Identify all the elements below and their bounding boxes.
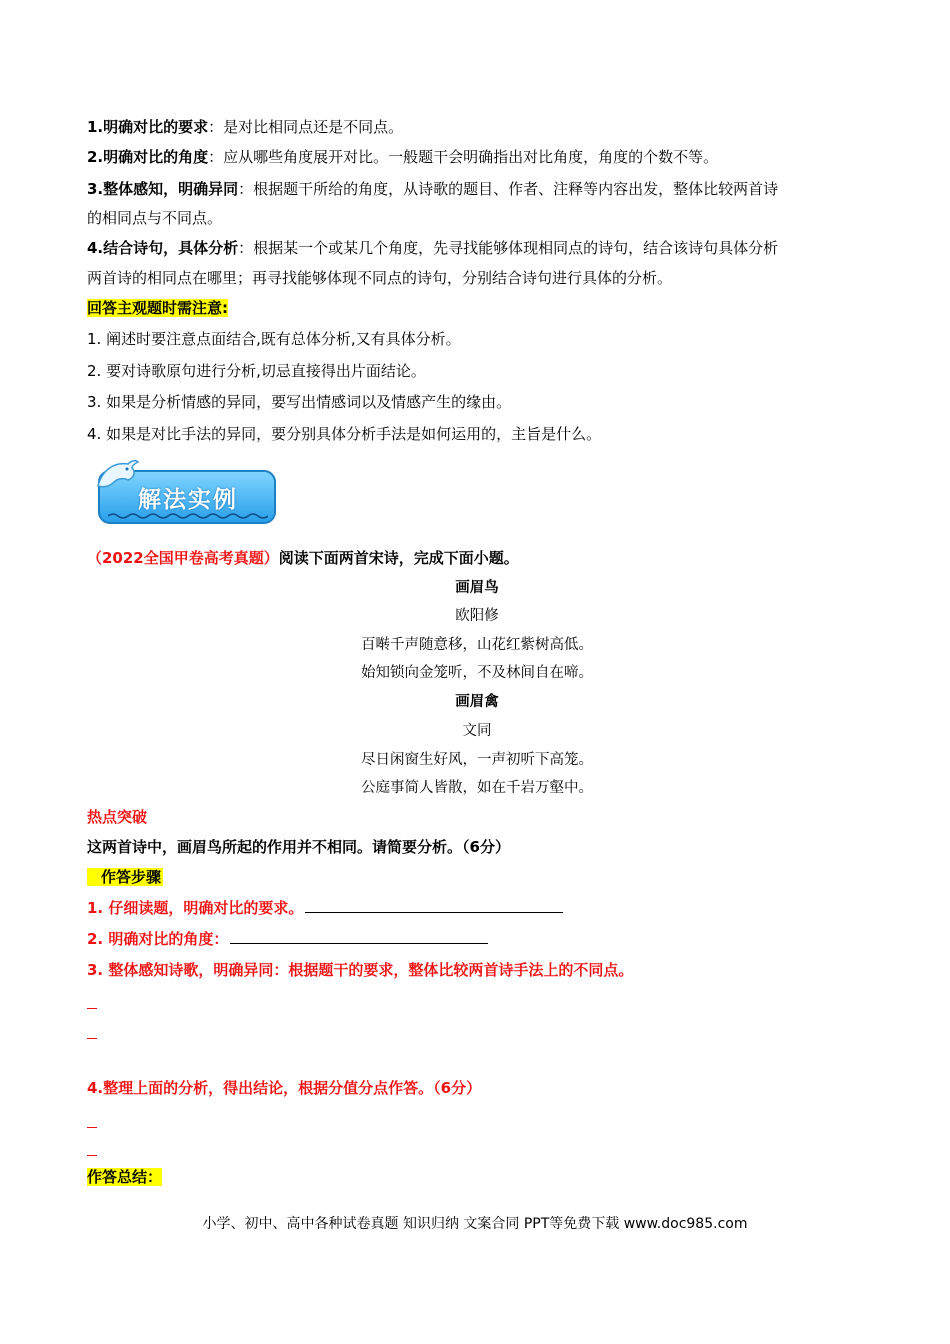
poem1-line-2: 始知锁向金笼听，不及林间自在啼。 [361, 665, 593, 681]
poem1-author: 欧阳修 [455, 608, 499, 624]
steps-heading: 作答步骤 [87, 867, 867, 887]
intro-item-4: 4.结合诗句，具体分析：根据某一个或某几个角度，先寻找能够体现相同点的诗句，结合该诗句具体分析 [87, 239, 779, 257]
question-text: 这两首诗中，画眉鸟所起的作用并不相同。请简要分析。（6分） [87, 838, 510, 856]
intro-item-3-cont: 的相同点与不同点。 [87, 209, 223, 227]
answer-blank-1 [87, 1008, 97, 1009]
poem2-line-2: 公庭事简人皆散，如在千岩万壑中。 [361, 780, 593, 796]
poem2-author: 文同 [462, 723, 492, 739]
poem1-line-1: 百啭千声随意移，山花红紫树高低。 [361, 637, 593, 653]
step-2-blank [230, 929, 488, 944]
answer-blank-2 [87, 1038, 97, 1039]
poem2-title: 画眉禽 [455, 693, 499, 710]
notice-item-2: 2. 要对诗歌原句进行分析,切忌直接得出片面结论。 [87, 362, 426, 380]
intro-item-4-cont: 两首诗的相同点在哪里；再寻找能够体现不同点的诗句，分别结合诗句进行具体的分析。 [87, 269, 673, 287]
poem1-title: 画眉鸟 [455, 579, 499, 596]
poem2-line-1: 尽日闲窗生好风，一声初听下高笼。 [361, 752, 593, 768]
answer-blank-3 [87, 1127, 97, 1128]
answer-blank-4 [87, 1155, 97, 1156]
hotspot-label: 热点突破 [87, 808, 148, 826]
solution-example-badge [98, 468, 278, 526]
notice-item-1: 1. 阐述时要注意点面结合,既有总体分析,又有具体分析。 [87, 330, 461, 348]
badge-label: 解法实例 [138, 487, 238, 513]
notice-item-4: 4. 如果是对比手法的异同，要分别具体分析手法是如何运用的，主旨是什么。 [87, 425, 602, 443]
step-1: 1. 仔细读题，明确对比的要求。 [87, 898, 867, 918]
summary-heading: 作答总结： [87, 1168, 163, 1186]
page-footer: 小学、初中、高中各种试卷真题 知识归纳 文案合同 PPT等免费下载 www.doc985.com [202, 1216, 748, 1232]
step-3: 3. 整体感知诗歌，明确异同：根据题干的要求，整体比较两首诗手法上的不同点。 [87, 961, 634, 979]
question-intro: （2022全国甲卷高考真题）阅读下面两首宋诗，完成下面小题。 [87, 549, 519, 567]
step-1-blank [305, 898, 563, 913]
dolphin-icon [94, 456, 140, 498]
notice-heading: 回答主观题时需注意: [87, 299, 228, 317]
intro-item-3: 3.整体感知，明确异同：根据题干所给的角度，从诗歌的题目、作者、注释等内容出发，整体比较两首诗 [87, 180, 779, 198]
intro-item-2: 2.明确对比的角度：应从哪些角度展开对比。一般题干会明确指出对比角度，角度的个数不等。 [87, 148, 719, 166]
step-2: 2. 明确对比的角度： [87, 929, 867, 949]
step-4: 4.整理上面的分析，得出结论，根据分值分点作答。（6分） [87, 1079, 482, 1097]
notice-item-3: 3. 如果是分析情感的异同，要写出情感词以及情感产生的缘由。 [87, 393, 512, 411]
intro-item-1: 1.明确对比的要求：是对比相同点还是不同点。 [87, 118, 404, 136]
